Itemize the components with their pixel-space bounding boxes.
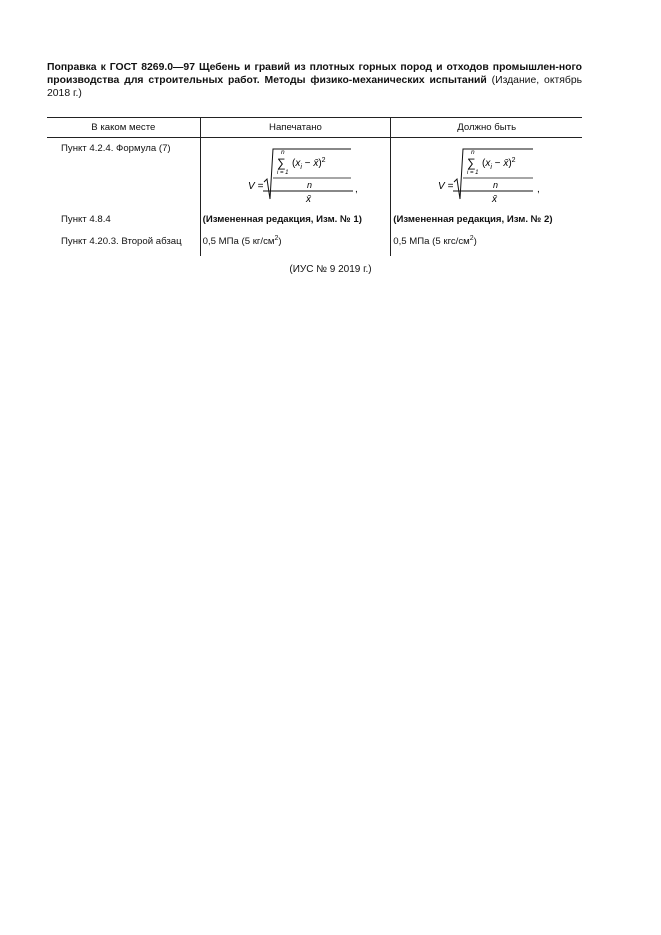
ius-reference: (ИУС № 9 2019 г.) xyxy=(289,264,372,275)
formula-xbar: x̄ xyxy=(312,158,318,169)
formula-sub: i xyxy=(490,164,493,171)
formula-minus: − xyxy=(301,158,313,169)
correct-value xyxy=(391,234,582,256)
printed-value xyxy=(200,234,391,256)
correct-formula xyxy=(391,142,580,208)
formula-close: ) xyxy=(317,158,322,169)
formula-sum-lower: i = 1 xyxy=(467,170,479,176)
correct-value-text: 0,5 МПа (5 кгс/см xyxy=(393,236,470,247)
heading-edition: (Издание, октябрь 2018 г.) xyxy=(47,75,583,99)
table-row xyxy=(47,234,582,256)
correct-formula-cell xyxy=(391,138,582,214)
formula-x: x xyxy=(485,158,491,169)
correct-exponent: 2 xyxy=(469,234,474,242)
printed-value-text: 0,5 МПа (5 кг/см xyxy=(202,236,275,247)
svg-text:(xi − x̄)2 xyxy=(292,157,326,171)
header-place: В каком месте xyxy=(47,118,200,138)
formula-lhs: V = xyxy=(247,181,263,192)
formula-sum-lower: i = 1 xyxy=(276,170,289,176)
formula-n: n xyxy=(306,180,312,190)
formula-close: ) xyxy=(508,158,512,169)
table-row xyxy=(47,213,582,234)
formula-sum-upper: n xyxy=(471,149,475,156)
printed-value-tail: ) xyxy=(278,236,282,247)
correction-table xyxy=(47,117,582,256)
svg-text:(xi − x̄)2 xyxy=(482,157,516,171)
table-header-row xyxy=(47,118,582,138)
table-row xyxy=(47,138,582,214)
formula-sigma: ∑ xyxy=(276,156,286,170)
formula-comma: , xyxy=(537,184,541,195)
correct-value-tail: ) xyxy=(473,236,477,247)
formula-open: ( xyxy=(482,158,486,169)
header-correct: Должно быть xyxy=(391,118,582,138)
printed-formula-cell xyxy=(200,138,391,214)
formula-x: x xyxy=(294,158,300,169)
printed-text: (Измененная редакция, Изм. № 1) xyxy=(200,213,391,234)
formula-denominator: x̄ xyxy=(492,194,498,205)
formula-minus: − xyxy=(492,158,504,169)
formula-power: 2 xyxy=(321,157,326,164)
formula-n: n xyxy=(493,180,499,190)
formula-lhs: V = xyxy=(438,181,454,192)
formula-open: ( xyxy=(291,158,295,169)
row-place: Пункт 4.20.3. Второй абзац xyxy=(61,236,182,247)
printed-formula xyxy=(201,142,389,208)
formula-xbar: x̄ xyxy=(503,158,509,169)
header-printed: Напечатано xyxy=(200,118,391,138)
formula-sum-upper: n xyxy=(280,149,285,156)
row-place: Пункт 4.8.4 xyxy=(61,214,111,225)
correct-text: (Измененная редакция, Изм. № 2) xyxy=(391,213,582,234)
printed-exponent: 2 xyxy=(274,234,279,242)
formula-sigma: ∑ xyxy=(467,156,476,170)
formula-power: 2 xyxy=(511,157,516,164)
formula-sub: i xyxy=(299,164,302,171)
formula-denominator: x̄ xyxy=(305,194,311,205)
row-place: Пункт 4.2.4. Формула (7) xyxy=(61,143,171,154)
correction-heading xyxy=(47,61,582,100)
formula-comma: , xyxy=(354,184,358,195)
heading-title: Поправка к ГОСТ 8269.0—97 Щебень и гравий из плотных горных пород и отходов промышлен-ного производства для строительных работ. Методы физико-механических испытаний xyxy=(47,62,582,86)
